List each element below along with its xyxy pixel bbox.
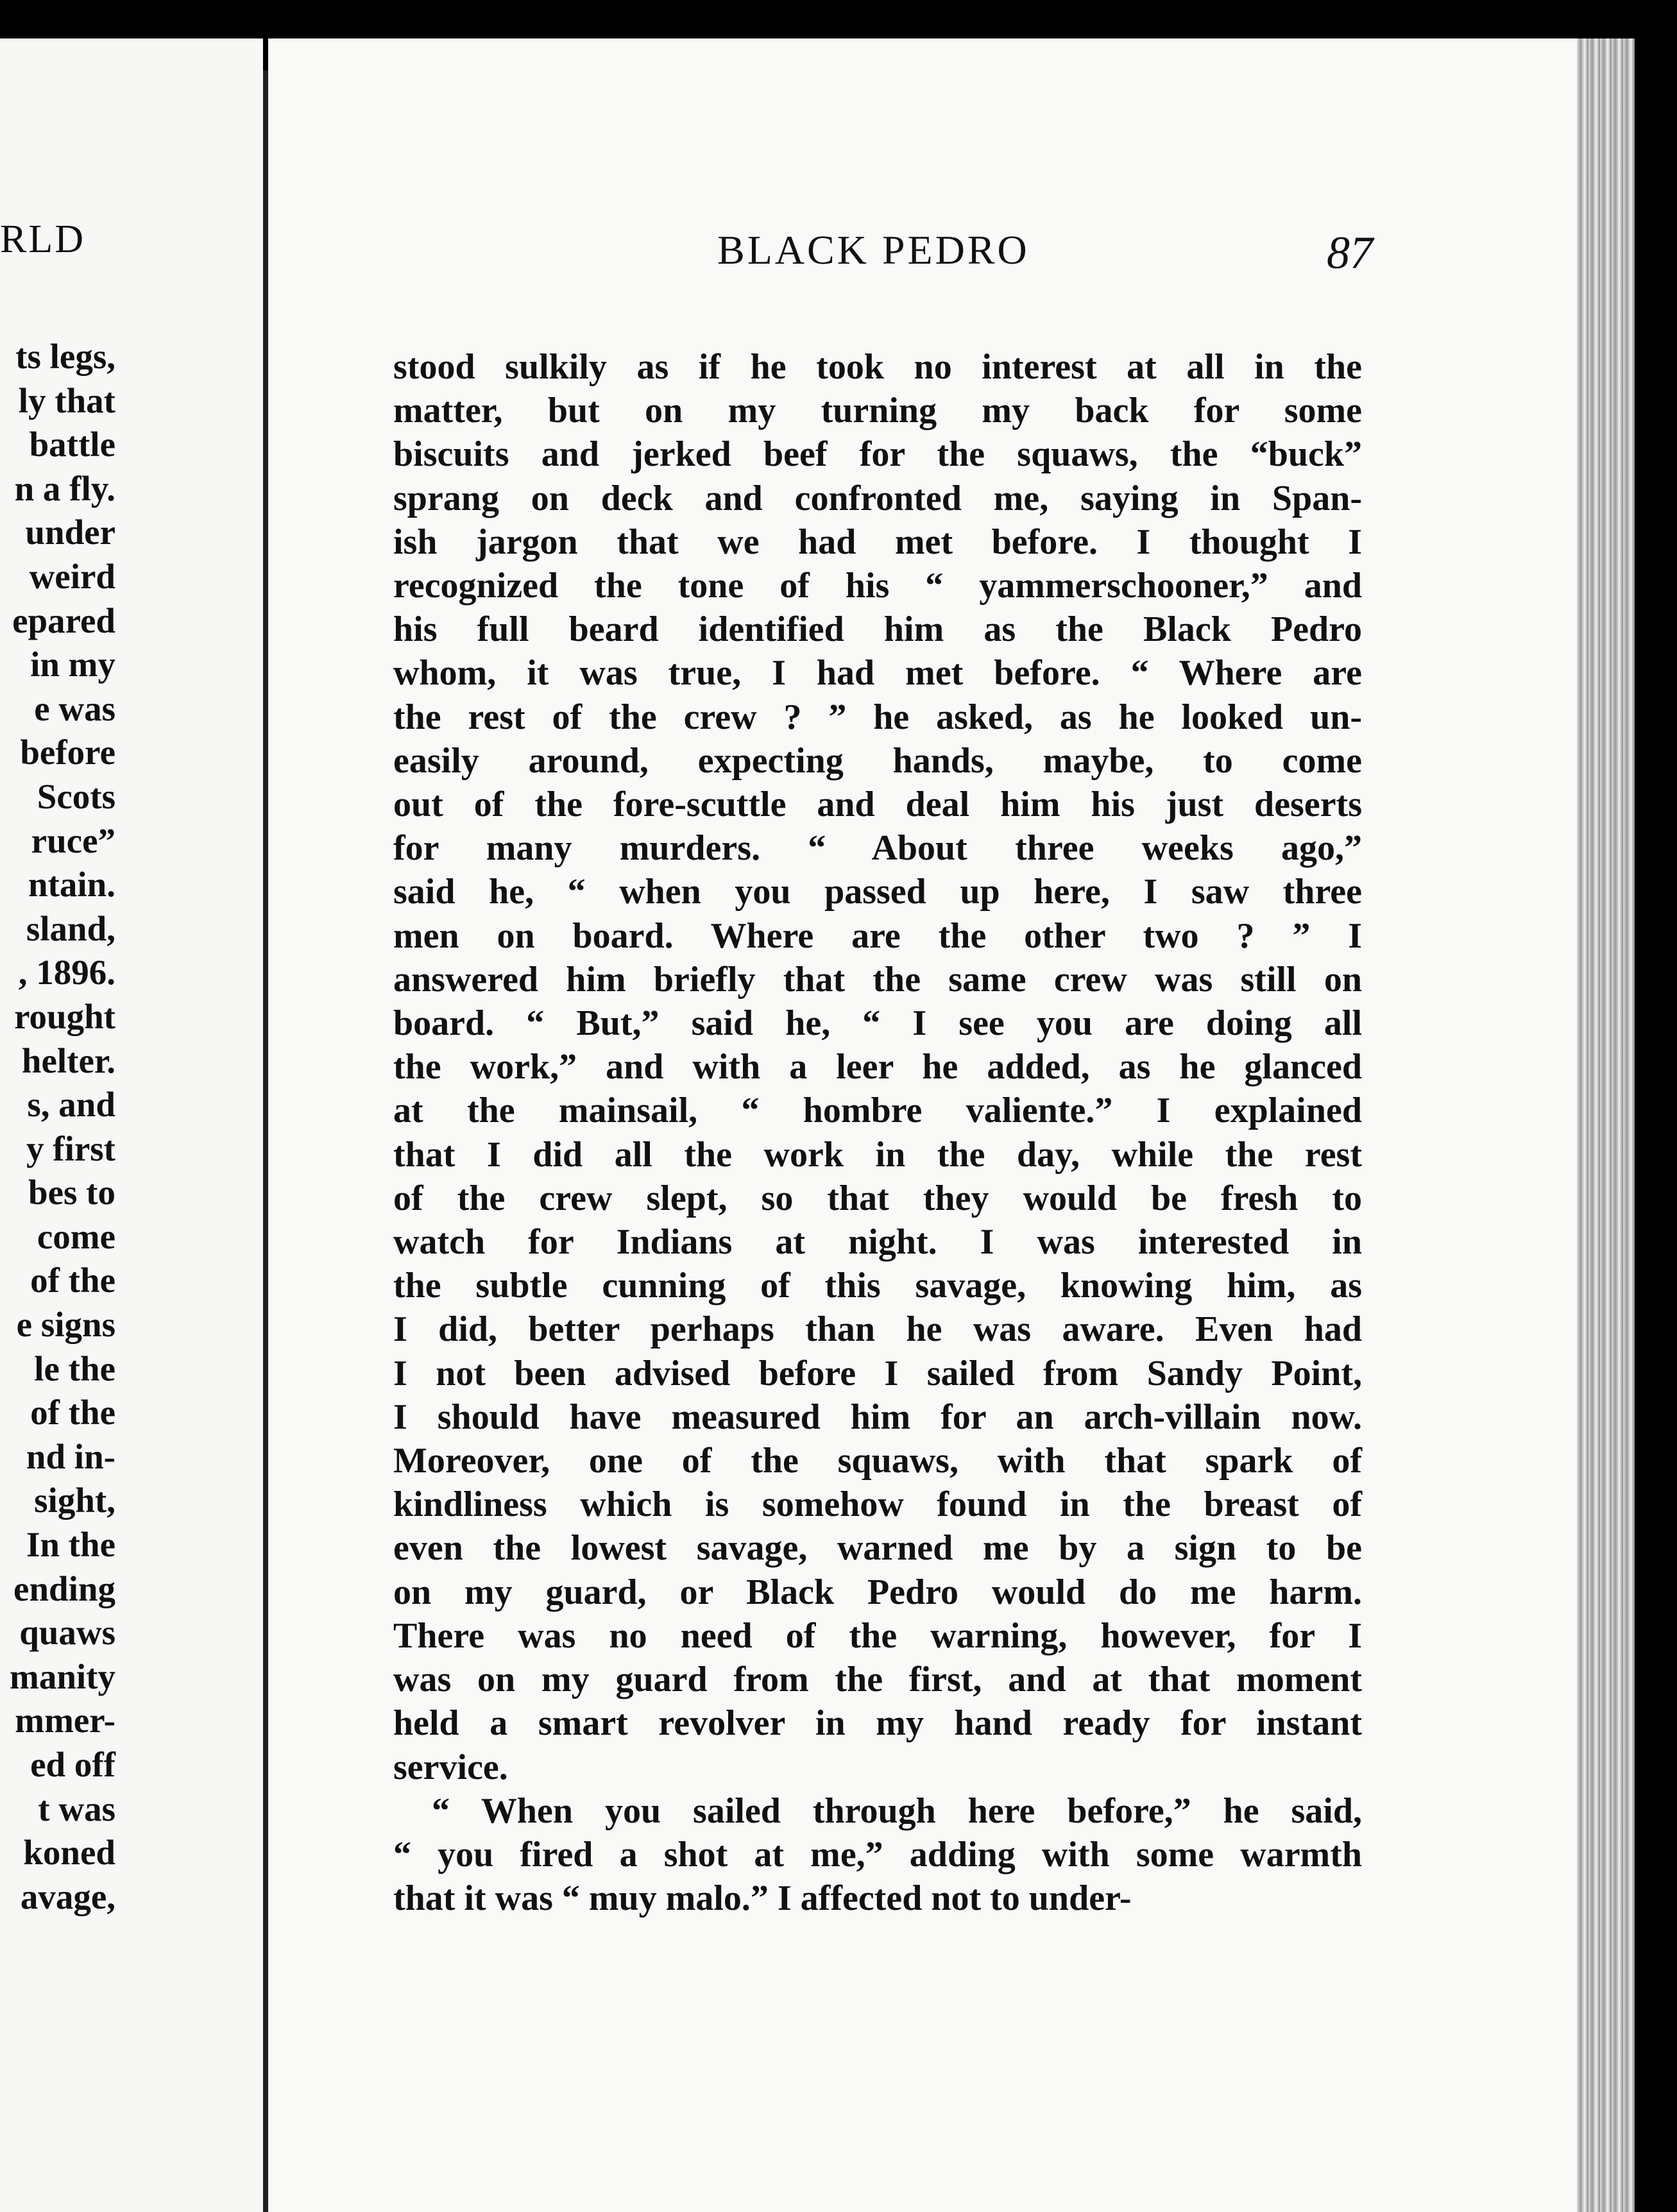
text-line: matter, but on my turning my back for some <box>393 391 1362 431</box>
previous-page-line-fragment: of the <box>30 1261 115 1300</box>
previous-page-line-fragment: rought <box>14 996 115 1036</box>
text-line: for many murders. “ About three weeks ago,” <box>393 828 1362 869</box>
previous-page-line-fragment: sight, <box>34 1481 115 1520</box>
current-page <box>268 38 1635 2212</box>
previous-page-line-fragment: ntain. <box>28 865 115 905</box>
previous-page-line-fragment: e signs <box>16 1305 115 1345</box>
text-line: Moreover, one of the squaws, with that spark of <box>393 1441 1362 1481</box>
previous-page-line-fragment: koned <box>23 1833 115 1873</box>
text-line: of the crew slept, so that they would be fresh to <box>393 1178 1362 1218</box>
previous-page-line-fragment: n a fly. <box>14 468 115 508</box>
previous-page-line-fragment: ts legs, <box>15 337 115 376</box>
text-line: held a smart revolver in my hand ready for instant <box>393 1703 1362 1744</box>
text-line: said he, “ when you passed up here, I saw three <box>393 872 1362 912</box>
previous-page-line-fragment: manity <box>10 1656 115 1696</box>
text-line: the work,” and with a leer he added, as he glanced <box>393 1047 1362 1087</box>
previous-page-line-fragment: weird <box>29 556 115 596</box>
previous-page-line-fragment: le the <box>34 1348 115 1388</box>
text-line: even the lowest savage, warned me by a sign to be <box>393 1528 1362 1569</box>
running-head: BLACK PEDRO <box>717 227 1030 273</box>
text-line: the subtle cunning of this savage, knowing him, as <box>393 1266 1362 1306</box>
text-line: kindliness which is somehow found in the breast of <box>393 1485 1362 1525</box>
previous-page-line-fragment: mmer- <box>15 1701 115 1740</box>
previous-page-line-fragment: epared <box>12 600 115 640</box>
previous-page-fragment <box>0 38 263 2212</box>
text-line: ish jargon that we had met before. I thought I <box>393 522 1362 562</box>
previous-page-line-fragment: before <box>20 733 115 772</box>
text-line: “ When you sailed through here before,” he said, <box>432 1791 1362 1831</box>
previous-page-line-fragment: avage, <box>20 1876 115 1916</box>
text-line: the rest of the crew ? ” he asked, as he looked un- <box>393 697 1362 737</box>
text-line: answered him briefly that the same crew was still on <box>393 959 1362 1000</box>
text-line: stood sulkily as if he took no interest at all in the <box>393 347 1362 387</box>
text-line: I did, better perhaps than he was aware. Even had <box>393 1309 1362 1350</box>
previous-page-line-fragment: helter. <box>21 1041 115 1080</box>
previous-page-line-fragment: under <box>25 513 115 552</box>
text-line: at the mainsail, “ hombre valiente.” I explained <box>393 1091 1362 1131</box>
previous-page-line-fragment: quaws <box>19 1613 115 1653</box>
paragraph <box>393 1789 1362 1921</box>
previous-page-line-fragment: In the <box>26 1525 115 1565</box>
text-line: was on my guard from the first, and at that moment <box>393 1660 1362 1700</box>
text-line: sprang on deck and confronted me, saying in Span- <box>393 478 1362 518</box>
text-line: on my guard, or Black Pedro would do me harm. <box>393 1572 1362 1612</box>
previous-page-line-fragment: t was <box>38 1789 115 1828</box>
paragraph <box>393 345 1362 1789</box>
text-line: out of the fore-scuttle and deal him his just deserts <box>393 785 1362 825</box>
text-line: board. “ But,” said he, “ I see you are doing all <box>393 1003 1362 1044</box>
page-gutter-divider <box>263 71 268 2212</box>
text-line: watch for Indians at night. I was interested in <box>393 1222 1362 1263</box>
text-line: whom, it was true, I had met before. “ Where are <box>393 653 1362 693</box>
previous-page-line-fragment: ly that <box>18 380 115 420</box>
text-line: his full beard identified him as the Black Pedro <box>393 609 1362 650</box>
text-line: I should have measured him for an arch-villain now. <box>393 1397 1362 1437</box>
previous-page-line-fragment: e was <box>34 688 115 728</box>
previous-page-line-fragment: , 1896. <box>18 953 115 992</box>
body-text <box>393 345 1362 1920</box>
text-line: men on board. Where are the other two ? ” I <box>393 915 1362 956</box>
previous-page-line-fragment: Scots <box>37 776 115 816</box>
text-line: biscuits and jerked beef for the squaws, the “buck” <box>393 434 1362 475</box>
previous-page-line-fragment: y first <box>26 1128 115 1168</box>
text-line: There was no need of the warning, however, for I <box>393 1615 1362 1656</box>
previous-page-line-fragment: ending <box>13 1569 115 1608</box>
previous-page-line-fragment: of the <box>30 1393 115 1433</box>
text-line: that I did all the work in the day, while the rest <box>393 1134 1362 1175</box>
text-line: “ you fired a shot at me,” adding with some warmth <box>393 1834 1362 1875</box>
previous-page-line-fragment: sland, <box>26 908 115 948</box>
page-edge-stack <box>1577 38 1635 2212</box>
text-line: easily around, expecting hands, maybe, to come <box>393 740 1362 781</box>
previous-page-line-fragment: nd in- <box>26 1436 115 1476</box>
previous-page-line-fragment: ruce” <box>31 821 115 860</box>
page-number: 87 <box>1327 227 1373 278</box>
previous-page-line-fragment: bes to <box>28 1173 115 1212</box>
text-line: I not been advised before I sailed from Sandy Point, <box>393 1353 1362 1393</box>
previous-page-line-fragment: battle <box>29 425 115 464</box>
text-line: recognized the tone of his “ yammerschooner,” and <box>393 566 1362 606</box>
previous-page-line-fragment: in my <box>30 645 115 685</box>
previous-page-line-fragment: ed off <box>30 1745 115 1784</box>
text-line: that it was “ muy malo.” I affected not to under- <box>393 1878 1132 1919</box>
previous-page-running-head: RLD <box>0 217 85 261</box>
previous-page-line-fragment: s, and <box>27 1085 115 1125</box>
text-line: service. <box>393 1747 508 1787</box>
previous-page-line-fragment: come <box>37 1216 115 1256</box>
previous-page-text-column <box>0 335 115 1919</box>
